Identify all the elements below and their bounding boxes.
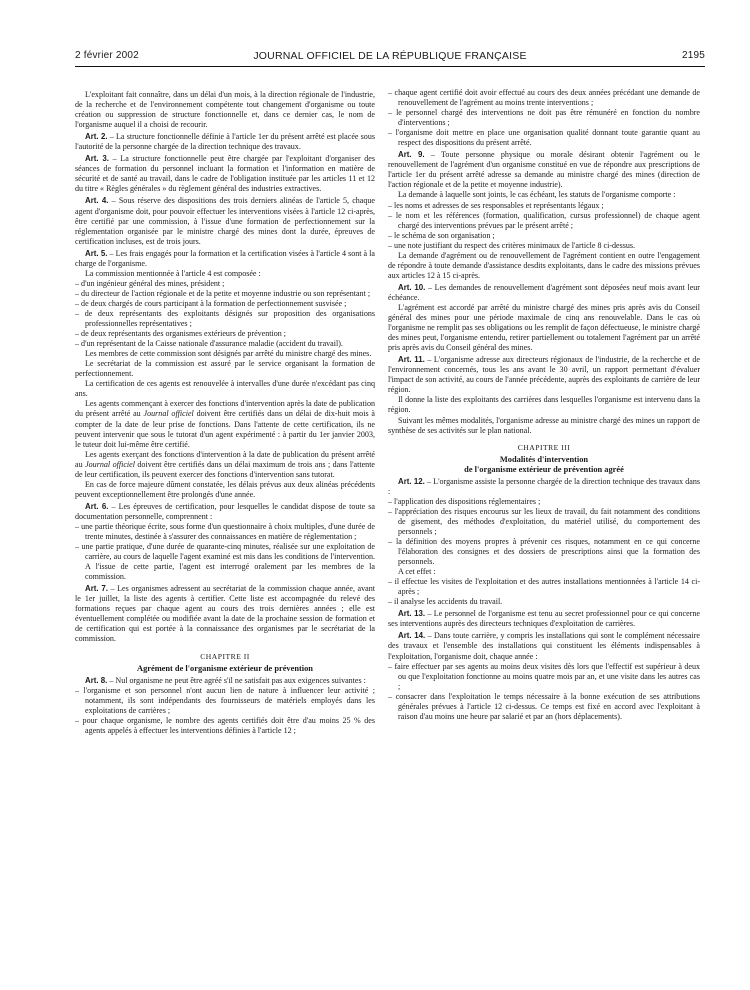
- list-item: – de deux représentants des exploitants désignés sur proposition des organisations professionnelles représentatives ;: [75, 309, 375, 329]
- journal-officiel-italic: Journal officiel: [143, 409, 194, 419]
- article-label: Art. 3.: [85, 154, 109, 164]
- article-text: – Le personnel de l'organisme est tenu au secret professionnel pour ce qui concerne ses interventions auprès des directeurs techniques d'exploitation de carrières.: [388, 609, 700, 629]
- chapter-title-line-1: Modalités d'intervention: [499, 454, 589, 464]
- paragraph: A cet effet :: [398, 567, 436, 577]
- list-item: – d'un ingénieur général des mines, président ;: [75, 279, 375, 289]
- list-item: – d'un représentant de la Caisse nationale d'assurance maladie (accident du travail).: [75, 339, 375, 349]
- list-item: – de deux chargés de cours participant à la formation de perfectionnement susvisée ;: [75, 299, 375, 309]
- header-page-number: 2195: [681, 50, 705, 61]
- article-3: [75, 154, 375, 194]
- article-text: – L'organisme assiste la personne chargée de la direction technique des travaux dans :: [388, 476, 700, 496]
- list-item: – pour chaque organisme, le nombre des agents certifiés doit être d'au moins 25 % des agents appelés à effectuer les interventions définies à l'article 12 ;: [75, 716, 375, 736]
- chapter-title-line-2: de l'organisme extérieur de prévention agréé: [464, 464, 624, 474]
- chapter-heading: CHAPITRE III: [517, 442, 571, 452]
- paragraph: Suivant les mêmes modalités, l'organisme adresse au ministre chargé des mines un rapport de synthèse de ses activités sur le plan national.: [388, 415, 700, 435]
- article-10: [388, 283, 700, 303]
- header-journal-title: JOURNAL OFFICIEL DE LA RÉPUBLIQUE FRANÇAISE: [253, 50, 527, 62]
- list-item: – le schéma de son organisation ;: [388, 231, 700, 241]
- text-run: Les agents exerçant des fonctions d'intervention à la date de publication du présent arrêté au: [75, 449, 375, 469]
- article-2: [75, 132, 375, 152]
- article-text: – Les épreuves de certification, pour lesquelles le candidat dispose de toute sa documentation personnelle, comprennent :: [75, 501, 375, 521]
- list-item: – l'organisme et son personnel n'ont aucun lien de nature à influencer leur activité ; notamment, ils sont indépendants des fournisseurs de matériels employés dans les exploitations de carrières ;: [75, 686, 375, 716]
- article-label: Art. 14.: [398, 631, 426, 641]
- article-label: Art. 4.: [85, 196, 109, 206]
- article-label: Art. 6.: [85, 501, 109, 511]
- right-column: [388, 88, 700, 722]
- list-item: – du directeur de l'action régionale et de la petite et moyenne industrie ou son représentant ;: [75, 289, 375, 299]
- article-label: Art. 9.: [398, 150, 425, 160]
- list-item: – une partie pratique, d'une durée de quarante-cinq minutes, réalisée sur une exploitation de carrière, au cours de laquelle l'agent examiné est mis dans les conditions de l'intervention. A l'issue de cette partie, l'agent est interrogé oralement par les membres de la commission.: [75, 542, 375, 582]
- paragraph: [75, 450, 375, 480]
- article-7: [75, 584, 375, 644]
- article-text: – Les organismes adressent au secrétariat de la commission chaque année, avant le 1er juillet, la liste des agents à certifier. Cette liste est accompagnée du relevé des formations reçues par chaque agent au cours des trois dernières années ; elle est éventuellement complétée ou modifiée avant la date de la prochaine session de formation et de certification qui est portée à la connaissance des organismes par le secrétariat de la commission.: [75, 584, 375, 644]
- list-item: – une partie théorique écrite, sous forme d'un questionnaire à choix multiples, d'une durée de trente minutes, destinée à s'assurer des connaissances en matière de réglementation ;: [75, 522, 375, 542]
- annual-obligations-list: [388, 662, 700, 722]
- article-label: Art. 7.: [85, 584, 108, 594]
- article-text: – La structure fonctionnelle peut être chargée par l'exploitant d'organiser des séances de formation du personnel incluant la formation et l'information en matière de sécurité et de santé au travail, dans le cadre de l'obligation instituée par les articles 11 et 12 du titre « Règles générales » du règlement général des industries extractives.: [75, 154, 375, 194]
- list-item: – faire effectuer par ses agents au moins deux visites dès lors que l'effectif est supérieur à deux ou que l'exploitation fonctionne au moins quatre mois par an, et une visite dans les autres cas ;: [388, 662, 700, 692]
- paragraph: La commission mentionnée à l'article 4 est composée :: [85, 268, 261, 278]
- article-4: [75, 196, 375, 246]
- effect-list: [388, 577, 700, 607]
- application-contents-list: [388, 201, 700, 251]
- list-item: – l'appréciation des risques encourus sur les lieux de travail, du fait notamment des conditions de gisement, des méthodes d'exploitation, du matériel utilisé, du comportement des personnels ;: [388, 507, 700, 537]
- list-item: – de deux représentants des organismes extérieurs de prévention ;: [75, 329, 375, 339]
- article-9: [388, 150, 700, 190]
- article-label: Art. 2.: [85, 132, 108, 142]
- article-11: [388, 355, 700, 395]
- paragraph: Les membres de cette commission sont désignés par arrêté du ministre chargé des mines.: [85, 349, 372, 359]
- list-item: – il effectue les visites de l'exploitation et des autres installations mentionnées à l'article 14 ci-après ;: [388, 577, 700, 597]
- article-5: [75, 249, 375, 269]
- list-item: – le nom et les références (formation, qualification, cursus professionnel) de chaque agent chargé des interventions prévues par le présent arrêté ;: [388, 211, 700, 231]
- list-item: – l'application des dispositions réglementaires ;: [388, 497, 700, 507]
- article-text: – Nul organisme ne peut être agréé s'il ne satisfait pas aux exigences suivantes :: [107, 675, 366, 685]
- journal-officiel-italic: Journal officiel: [85, 459, 135, 469]
- chapter-heading: CHAPITRE II: [200, 651, 250, 661]
- text-run: doivent être certifiés dans un délai de dix-huit mois à compter de la date de leur prise de fonctions. Dans l'attente de cette certification, ils ne peuvent intervenir que sous le tutorat d'un agent expérimenté : à partir du 1er janvier 2003, le tuteur doit lui-même être certifié.: [75, 409, 375, 449]
- text-run: Les agents commençant à exercer des fonctions d'intervention après la date de publication du présent arrêté au: [75, 399, 375, 419]
- article-text: – L'organisme adresse aux directeurs régionaux de l'industrie, de la recherche et de l'environnement concernés, tous les ans avant le 30 avril, un rapport permettant d'évaluer l'impact de son activité, au cours de l'année précédente, auprès des exploitants de carrière de leur région.: [388, 355, 700, 395]
- article-text: – Toute personne physique ou morale désirant obtenir l'agrément ou le renouvellement de l'agrément d'un organisme constitué en vue de répondre aux prescriptions de l'article 1er du présent arrêté adresse sa demande au ministre chargé des mines (direction de l'action régionale et de la petite et moyenne industrie).: [388, 150, 700, 190]
- paragraph: Le secrétariat de la commission est assuré par le service organisant la formation de perfectionnement.: [75, 359, 375, 379]
- list-item: – il analyse les accidents du travail.: [388, 597, 700, 607]
- article-label: Art. 12.: [398, 476, 425, 486]
- paragraph: En cas de force majeure dûment constatée, les délais prévus aux deux alinéas précédents peuvent exceptionnellement être prolongés d'une année.: [75, 479, 375, 499]
- article-label: Art. 10.: [398, 282, 426, 292]
- article-12: [388, 477, 700, 497]
- list-item: – les noms et adresses de ses responsables et représentants légaux ;: [388, 201, 700, 211]
- paragraph: La certification de ces agents est renouvelée à intervalles d'une durée n'excédant pas cinq ans.: [75, 379, 375, 399]
- approval-requirements-list: [75, 686, 375, 736]
- paragraph: L'agrément est accordé par arrêté du ministre chargé des mines pris après avis du Conseil général des mines pour une période maximale de cinq ans renouvelable. Dans le cas où l'organisme ne remplit pas ses obligations ou les remplit de façon défectueuse, le ministre chargé des mines peut, l'organisme entendu, retirer partiellement ou totalement l'agrément par un arrêté pris après avis du Conseil général des mines.: [388, 302, 700, 353]
- chapter-title: Agrément de l'organisme extérieur de prévention: [137, 663, 313, 673]
- paragraph: La demande à laquelle sont joints, le cas échéant, les statuts de l'organisme comporte :: [398, 190, 676, 200]
- article-14: [388, 631, 700, 661]
- article-6: [75, 502, 375, 522]
- list-item: – l'organisme doit mettre en place une organisation qualité donnant toute garantie quant au respect des dispositions du présent arrêté.: [388, 128, 700, 148]
- article-label: Art. 11.: [398, 355, 425, 365]
- intro-paragraph: L'exploitant fait connaître, dans un délai d'un mois, à la direction régionale de l'industrie, de la recherche et de l'environnement compétente tout changement d'organisme ou toute création ou suppression de structure fonctionnelle et, dans ce dernier cas, le nom de l'organisme auquel il a choisi de recourir.: [75, 90, 375, 130]
- approval-requirements-list-continued: [388, 88, 700, 148]
- certification-tests-list: [75, 522, 375, 582]
- article-text: – Les demandes de renouvellement d'agrément sont déposées neuf mois avant leur échéance.: [388, 282, 700, 302]
- article-text: – Les frais engagés pour la formation et la certification visées à l'article 4 sont à la charge de l'organisme.: [75, 248, 375, 268]
- list-item: – la définition des moyens propres à prévenir ces risques, notamment en ce qui concerne l'élaboration des consignes et des dossiers de prescriptions ainsi que la formation des personnels.: [388, 537, 700, 567]
- header-rule: [75, 66, 705, 67]
- article-13: [388, 609, 700, 629]
- article-label: Art. 8.: [85, 675, 108, 685]
- paragraph: [75, 399, 375, 449]
- text-run: doivent être certifiés dans un délai maximum de trois ans ; dans l'attente de leur certification, ils peuvent exercer des fonctions d'intervention sans tutorat.: [75, 459, 376, 479]
- article-label: Art. 13.: [398, 609, 426, 619]
- paragraph: La demande d'agrément ou de renouvellement de l'agrément contient en outre l'engagement de répondre à toute demande d'assistance desdits exploitants, dans le cadre des missions prévues aux articles 12 à 15 ci-après.: [388, 250, 700, 280]
- article-label: Art. 5.: [85, 248, 108, 258]
- article-text: – La structure fonctionnelle définie à l'article 1er du présent arrêté est placée sous l'autorité de la personne chargée de la direction technique des travaux.: [75, 132, 375, 152]
- list-item: – une note justifiant du respect des critères minimaux de l'article 8 ci-dessus.: [388, 241, 700, 251]
- article-text: – Dans toute carrière, y compris les installations qui sont le complément nécessaire des travaux et l'ensemble des installations qui constituent les éléments indispensables à l'exploitation, l'organisme doit, chaque année :: [388, 631, 700, 661]
- assistance-scope-list: [388, 497, 700, 567]
- commission-members-list: [75, 279, 375, 349]
- page-header: [75, 50, 705, 64]
- list-item: – consacrer dans l'exploitation le temps nécessaire à la bonne exécution de ses attributions générales prévues à l'article 12 ci-dessus. Ce temps est fixé en accord avec l'exploitant à raison d'au moins une heure par salarié et par an (hors déplacements).: [388, 692, 700, 722]
- list-item: – le personnel chargé des interventions ne doit pas être rémunéré en fonction du nombre d'interventions ;: [388, 108, 700, 128]
- article-text: – Sous réserve des dispositions des trois derniers alinéas de l'article 5, chaque agent d'organisme doit, pour pouvoir effectuer les interventions visées à l'article 12 ci-après, être certifié par une commission, à l'issue d'une formation de perfectionnement sur la réglementation organisée par le ministre chargé des mines dont la durée, épreuves de certification incluses, est de trois jours.: [75, 196, 375, 246]
- header-date: 2 février 2002: [75, 50, 139, 61]
- article-8: [75, 676, 375, 686]
- list-item: – chaque agent certifié doit avoir effectué au cours des deux années précédant une demande de renouvellement de l'agrément au moins trente interventions ;: [388, 88, 700, 108]
- paragraph: Il donne la liste des exploitants des carrières dans lesquelles l'organisme est intervenu dans la région.: [388, 395, 700, 415]
- left-column: [75, 90, 375, 736]
